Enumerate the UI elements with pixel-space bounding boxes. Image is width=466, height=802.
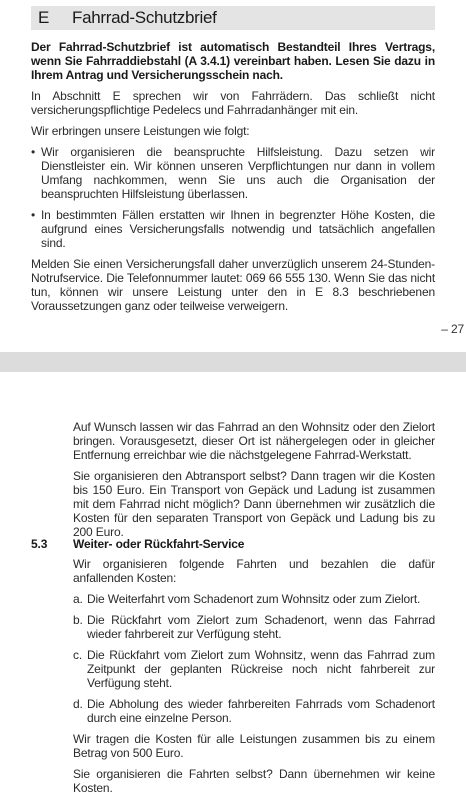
paragraph-self-organized: Sie organisieren die Fahrten selbst? Dann übernehmen wir keine Kosten.: [73, 767, 435, 795]
subsection-heading: [31, 537, 435, 551]
section-header: [31, 6, 435, 30]
list-item-label: a.: [73, 592, 83, 606]
paragraph-trips-intro: Wir organisieren folgende Fahrten und bezahlen die dafür anfallenden Kosten:: [73, 557, 435, 585]
section-letter: E: [38, 8, 50, 27]
section-title: Fahrrad-Schutzbrief: [72, 8, 217, 27]
list-item-label: c.: [73, 648, 83, 662]
list-item: [31, 145, 435, 201]
page-number: – 27: [441, 322, 464, 336]
list-item-text: Die Weiterfahrt vom Schadenort zum Wohnsitz oder zum Zielort.: [87, 592, 421, 606]
paragraph-transport-costs: Sie organisieren den Abtransport selbst? Dann tragen wir die Kosten bis 150 Euro. Ein Transport von Gepäck und Ladung ist zusammen mit dem Fahrrad nicht möglich? Dann übernehmen wir zusätzlich die Kosten für den separaten Transport von Gepäck und Ladung bis zu 200 Euro.: [73, 469, 435, 539]
list-item: [73, 592, 435, 606]
paragraph-delivery: Auf Wunsch lassen wir das Fahrrad an den Wohnsitz oder den Zielort bringen. Vorausgesetzt, dieser Ort ist nähergelegen oder in gleicher Entfernung erreichbar wie die nächstgelegene Fahrrad-Werkstatt.: [73, 420, 435, 462]
list-item-label: b.: [73, 613, 83, 627]
paragraph-bicycles: In Abschnitt E sprechen wir von Fahrrädern. Das schließt nicht versicherungspflichtige Pedelecs und Fahrradanhänger mit ein.: [31, 89, 435, 117]
page2-lower-body: [73, 557, 435, 802]
list-item-text: Die Rückfahrt vom Zielort zum Schadenort, wenn das Fahrrad wieder fahrbereit zur Verfügung steht.: [87, 613, 435, 641]
subsection-number: 5.3: [31, 537, 48, 551]
page-separator: [0, 352, 466, 372]
bullet-icon: •: [31, 208, 36, 222]
page2-upper-body: [73, 420, 435, 546]
intro-bold-paragraph: Der Fahrrad-Schutzbrief ist automatisch Bestandteil Ihres Vertrags, wenn Sie Fahrraddiebstahl (A 3.4.1) vereinbart haben. Lesen Sie dazu in Ihrem Antrag und Versicherungsschein nach.: [31, 40, 435, 82]
bullet-text: In bestimmten Fällen erstatten wir Ihnen in begrenzter Höhe Kosten, die aufgrund eines Versicherungsfalls notwendig und tatsächlich angefallen sind.: [41, 208, 435, 250]
paragraph-cost-limit: Wir tragen die Kosten für alle Leistungen zusammen bis zu einem Betrag von 500 Euro.: [73, 732, 435, 760]
list-item: [73, 697, 435, 725]
list-item: [73, 648, 435, 690]
list-item-label: d.: [73, 697, 83, 711]
document-page-2: [0, 372, 466, 795]
bullet-text: Wir organisieren die beanspruchte Hilfsleistung. Dazu setzen wir Dienstleister ein. Wir können unseren Verpflichtungen nur dann in vollem Umfang nachkommen, wenn Sie uns auch die Organisation der beanspruchten Hilfsleistung überlassen.: [41, 145, 435, 201]
list-item: [31, 208, 435, 250]
paragraph-services-intro: Wir erbringen unsere Leistungen wie folgt:: [31, 124, 250, 138]
bullet-icon: •: [31, 145, 36, 159]
list-item-text: Die Abholung des wieder fahrbereiten Fahrrads vom Schadenort durch eine einzelne Person.: [87, 697, 435, 725]
page1-body: [31, 40, 435, 320]
paragraph-emergency-service: Melden Sie einen Versicherungsfall daher unverzüglich unserem 24-Stunden-Notrufservice. Die Telefonnummer lautet: 069 66 555 130. Wenn Sie das nicht tun, können wir unsere Leistung unter den in E 8.3 beschriebenen Voraussetzungen ganz oder teilweise verweigern.: [31, 257, 435, 313]
subsection-title: Weiter- oder Rückfahrt-Service: [73, 537, 245, 551]
document-page-1: [0, 0, 466, 352]
list-item: [73, 613, 435, 641]
list-item-text: Die Rückfahrt vom Zielort zum Wohnsitz, wenn das Fahrrad zum Zeitpunkt der geplanten Rückreise noch nicht fahrbereit zur Verfügung steht.: [87, 648, 435, 690]
